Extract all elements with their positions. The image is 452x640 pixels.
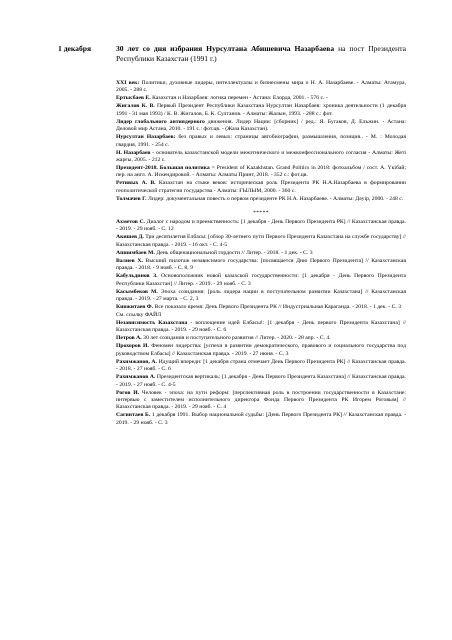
entry-author: Сагинтаев Б. xyxy=(116,412,151,419)
entry-author: Петров А. xyxy=(116,335,142,342)
entry-text: День общенациональной гордости // Литер. - 2018. - 1 дек. - С. 3 xyxy=(154,249,313,256)
entry-author: Ертысбаев Е. xyxy=(116,95,151,102)
entry-text: без правых и левых: страницы автобиографии, размышления, позиция.. - М. : Молодая гвардия, 1991. - 254 с. xyxy=(116,134,406,148)
entry-text: Эпоха созидания: [роль лидера нации в поступательном развитии Казахстана] // Казахстанская правда. - 2019. - 27 марта. - С. 2, 3 xyxy=(116,288,406,303)
entry-text: Основоположник новой казахской государственности: [1 декабря - День Первого Президента Республики Казахстан] // Литер. - 2019. - 29 нояб. - С. 3 xyxy=(116,273,406,287)
bibliography-entry xyxy=(116,180,406,195)
bibliography-entry xyxy=(116,359,406,374)
bibliography-entry xyxy=(116,304,406,311)
entry-text: - воплощение идей Елбасы!: [1 декабря - День первого Президента Казахстана] // Казахстанская правда. - 2019. - 29 нояб. - С. 6 xyxy=(116,320,406,334)
entry-author: Рахимжанов, А. xyxy=(116,358,157,365)
bibliography-entry xyxy=(116,273,406,288)
entry-text: Президентская вертикаль: [1 декабря - День Первого Президента Казахстана] // Казахстанская правда. - 2019. - 27 нояб. - С. 4-5 xyxy=(116,374,406,388)
entry-author: XXI век: xyxy=(116,80,140,86)
entry-author: Кабульдинов З. xyxy=(116,273,158,280)
books-list xyxy=(116,80,406,204)
entry-author: Лидер глобального антиядерного xyxy=(116,118,205,125)
entry-text: Высший пилотаж независимого государства: [посвящается Дню Первого Президента] // Казахстанская правда. - 2018. - 9 нояб. - С. 8, 9 xyxy=(116,257,406,272)
bibliography-entry xyxy=(116,258,406,273)
entry-text: движения. Лидер Нации: [сборник] / ред.: Я. Бугаков, Д. Ельжин. - Астана: Деловой мир Астана, 2010. - 191 с.: фот.цв. - (Жаза Казахстан). xyxy=(116,118,406,133)
entry-text: Лидер: документальная повесть о первом президенте РК Н.А. Назарбаеве. - Алматы: Дәуір, 2000. - 248 с. xyxy=(146,195,404,202)
entry-author: Президент-2018. Большая политика xyxy=(116,165,210,172)
entry-text: Феномен лидерства: [успехи в развитии демократического, правового и социального государства под руководством Елбасы] // Казахстанская правда. - 2019. - 27 июня. - С. 3 xyxy=(116,343,406,357)
entry-text: Идущий впереди: [1 декабря страна отмечает День Первого Президента РК] // Казахстанская правда. - 2018. - 27 нояб. - С. 6 xyxy=(116,358,406,373)
entry-text: Человек - эпоха: на пути реформ: [перспективная роль в построении государственности в Казахстане: интервью с заместителем исполнительного директора Фонда Первого Президента РК Игорем Роговым] // Казахстанская правда. - 2019. - 29 нояб. - С. 4 xyxy=(116,389,406,411)
entry-author: Кинжитаев Ф. xyxy=(116,304,154,311)
entry-text: Первый Президент Республики Казахстана Нурсултан Назарбаев: хроника деятельности (1 декабря 1991 - 31 мая 1993) / К. В. Жигалов, Б. К. Султанов. - Алматы: Жалын, 1993. - 288 с.: фот. xyxy=(116,103,406,117)
entry-author: Ретивых А. В. xyxy=(116,180,156,187)
articles-list xyxy=(116,219,406,428)
bibliography-entry xyxy=(116,390,406,412)
bibliography-entry xyxy=(116,196,406,203)
entry-author: Касымбеков М. xyxy=(116,288,158,295)
section-heading xyxy=(116,44,406,64)
entry-text: Три десятилетия Елбасы: [обзор 30-летнего пути Первого Президента Казахстана на службе государству] // Казахстанская правда. - 2019. - 16 окт. - С. 4-5 xyxy=(116,234,406,248)
entry-author: Независимость Казахстана xyxy=(116,320,188,327)
entry-text: = President of Kazakhstan. Grand Politics in 2018: фотоальбом / сост. А. Үкібай; пер. на англ. А. Искендировой. - Алматы: Алматы Принт, 2018. - 352 с.: фот.цв. xyxy=(116,165,407,179)
bibliography-entry xyxy=(116,219,406,234)
entry-author: Нурсултан Назарбаев: xyxy=(116,134,176,141)
entry-text: Казахстан на стыке веков: историческая роль Президента РК Н.А.Назарбаева в формировании геополитической стратегии государства - Алматы: ҒЫЛЫМ, 2000. - 360 с. xyxy=(116,180,406,194)
separator-stars: ***** xyxy=(253,210,269,216)
entry-author: Акишев Д. xyxy=(116,234,144,241)
bibliography-entry xyxy=(116,165,406,180)
bibliography-entry xyxy=(116,250,406,257)
entry-text: Диалог с народом и преемственность: [1 декабря - День Первого Президента РК] // Казахстанская правда. - 2019. - 29 нояб. - С. 12 xyxy=(116,219,406,233)
entry-author: Ахметов С. xyxy=(116,219,145,225)
bibliography-entry xyxy=(116,234,406,249)
entry-author: Апшимбаев М. xyxy=(116,249,155,256)
bibliography-entry xyxy=(116,343,406,358)
bibliography-entry xyxy=(116,134,406,149)
heading-rest: на пост Президента Республики Казахстан (1991 г.) xyxy=(116,44,406,64)
bibliography-entry xyxy=(116,320,406,335)
date-label: 1 декабря xyxy=(58,44,92,53)
heading-bold: 30 лет со дня избрания Нурсултана Абишевича Назарбаева xyxy=(116,44,335,53)
bibliography-entry xyxy=(116,412,406,427)
bibliography-entry xyxy=(116,119,406,134)
bibliography-entry xyxy=(116,80,406,95)
bibliography-entry xyxy=(116,335,406,342)
bibliography-entry xyxy=(116,150,406,165)
bibliography-entry xyxy=(116,103,406,118)
entry-author: Рахимжанов А. xyxy=(116,374,156,381)
entry-text: Казахстан и Назарбаев: логика перемен - Астана: Елорда, 2001. - 576 с. - xyxy=(150,95,328,102)
entry-text: Все показало время: День Первого Президента РК // Индустриальная Караганда. - 2018. - 1 дек. - С. 3 xyxy=(153,304,402,311)
bibliography-entry xyxy=(116,289,406,304)
entry-author: Прохоров И. xyxy=(116,343,149,350)
bibliography-entry xyxy=(116,374,406,389)
bibliography-entry xyxy=(116,95,406,102)
entry-text: См. ссылку ФАЙЛ xyxy=(116,312,162,319)
entry-text: Политики, духовные лидеры, интеллектуалы и бизнесмены мира о Н. А. Назарбаеве. - Алматы: Атамура, 2005. - 288 с. xyxy=(116,80,406,94)
entry-author: Н. Назарбаев xyxy=(116,149,151,156)
entry-author: Рогов И. xyxy=(116,389,140,396)
entry-text: 30 лет созидания и поступательного развития // Литер. - 2020. - 28 апр. - С. 4. xyxy=(141,335,331,342)
entry-text: 1 декабря 1991. Выбор национальной судьбы: [День Первого Президента РК] // Казахстанская правда. - 2019. - 29 нояб. - С. 3 xyxy=(116,412,406,426)
bibliography-entry xyxy=(116,312,406,319)
entry-author: Валиев Х. xyxy=(116,257,143,264)
entry-author: Жигалов К. В. xyxy=(116,103,155,110)
entry-text: - основатель казахстанской модели межэтнического и межконфессионального согласия - Алматы: Жеті жарғы, 2005. - 212 с. xyxy=(116,149,406,164)
entry-author: Толмачев Г. xyxy=(116,195,147,202)
